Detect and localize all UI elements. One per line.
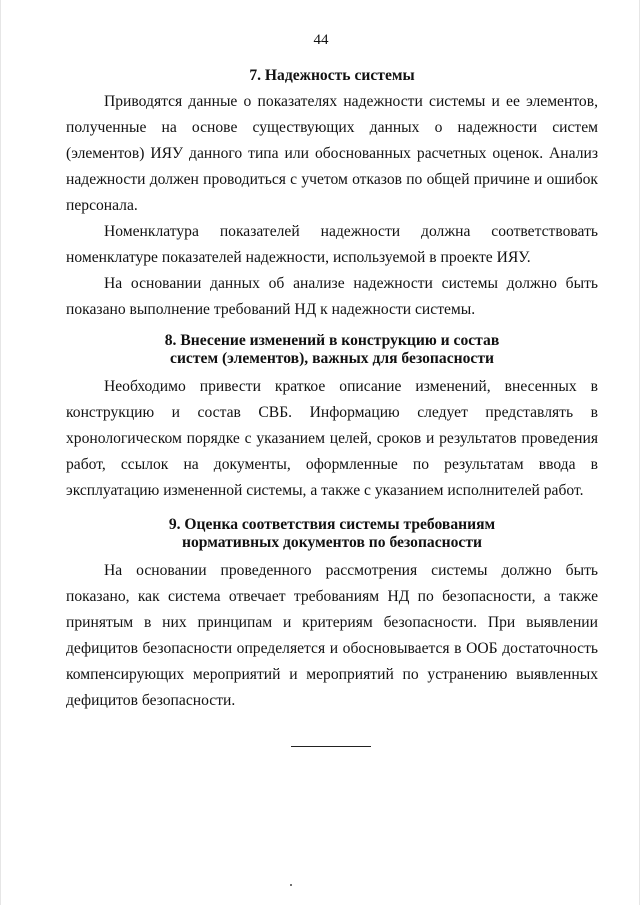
end-of-text-rule <box>291 746 371 747</box>
section-9-paragraph: На основании проведенного рассмотрения системы должно быть показано, как система отвечает требованиям НД по безопасности, а также принятым в них принципам и критериям безопасности. При выявлении дефицитов безопасности определяется и обосновывается в ООБ достаточность компенсирующих мероприятий и мероприятий по устранению выявленных дефицитов безопасности. <box>66 562 598 709</box>
section-9-title-line-2: нормативных документов по безопасности <box>181 534 482 551</box>
section-7-title: 7. Надежность системы <box>249 67 415 84</box>
page-number: 44 <box>313 32 329 48</box>
section-9-title <box>66 516 598 552</box>
section-7-paragraph: Приводятся данные о показателях надежности системы и ее элементов, полученные на основе существующих данных о надежности систем (элементов) ИЯУ данного типа или обоснованных расчетных оценок. Анализ надежности должен проводиться с учетом отказов по общей причине и ошибок персонала. <box>66 93 598 214</box>
section-9-title-line-1: 9. Оценка соответствия системы требованиям <box>168 516 496 533</box>
section-8-title <box>66 332 598 368</box>
page-content <box>66 66 598 714</box>
section-8-title-line-2: систем (элементов), важных для безопасности <box>170 350 494 367</box>
scan-speck <box>290 884 292 886</box>
section-7-paragraph: Номенклатура показателей надежности должна соответствовать номенклатуре показателей надежности, используемой в проекте ИЯУ. <box>66 223 598 266</box>
section-8-paragraph: Необходимо привести краткое описание изменений, внесенных в конструкцию и состав СВБ. Информацию следует представлять в хронологическом порядке с указанием целей, сроков и результатов проведения работ, ссылок на документы, оформленные по результатам ввода в эксплуатацию измененной системы, а также с указанием исполнителей работ. <box>66 378 598 499</box>
section-7-paragraph: На основании данных об анализе надежности системы должно быть показано выполнение требований НД к надежности системы. <box>66 275 598 318</box>
section-8-title-line-1: 8. Внесение изменений в конструкцию и состав <box>164 332 500 349</box>
